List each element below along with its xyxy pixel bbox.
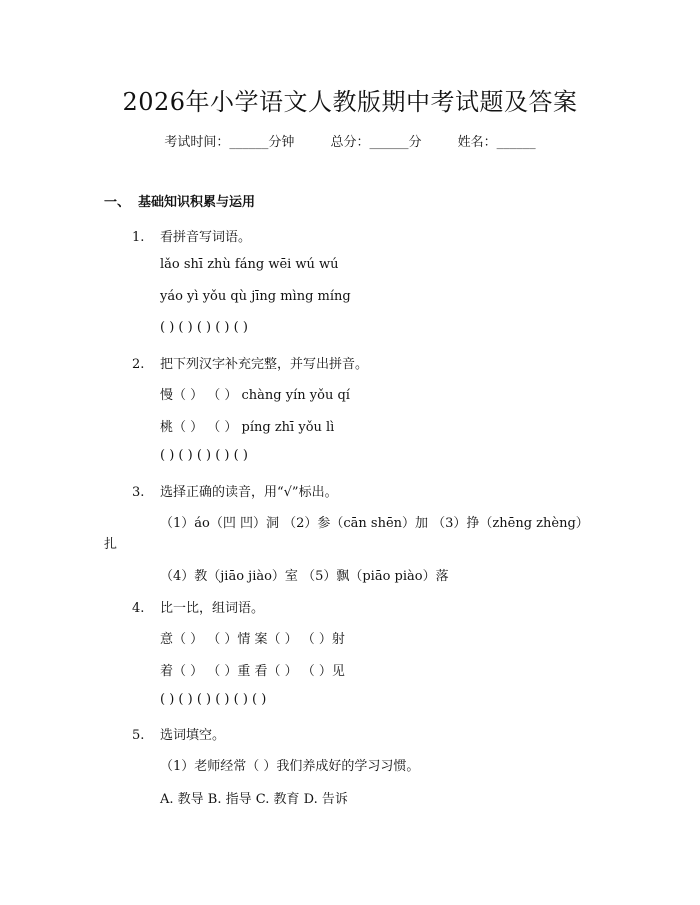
question-line: （1）老师经常（ ）我们养成好的学习习惯。 [160,759,420,774]
question-line: 慢（ ） （ ） chàng yín yǒu qí [160,388,350,403]
exam-time: 考试时间：______分钟 [164,135,295,150]
answer-blanks: ( ) ( ) ( ) ( ) ( ) [160,320,248,335]
exam-info [0,131,700,150]
question-number: 1. [132,230,145,245]
question-line: （4）教（jiāo jiào）室 （5）飘（piāo piào）落 [160,569,449,584]
answer-options: A. 教导 B. 指导 C. 教育 D. 告诉 [160,792,348,807]
question-number: 4. [132,601,145,616]
question-number: 2. [132,357,145,372]
question-line: 桃（ ） （ ） píng zhī yǒu lì [160,420,335,435]
answer-blanks: ( ) ( ) ( ) ( ) ( ) ( ) [160,692,267,707]
question-line: 着（ ） （ ）重 看（ ） （ ）见 [160,664,345,679]
question-number: 5. [132,728,145,743]
question-number: 3. [132,485,145,500]
question-prompt: 选择正确的读音，用“√”标出。 [160,485,338,500]
question-1 [132,226,251,245]
question-2 [132,353,368,372]
question-line-wrap: 扎 [104,537,118,552]
pinyin-line: yáo yì yǒu qù jīng mìng míng [160,289,351,304]
question-line: （1）áo（凹 凹）洞 （2）参（cān shēn）加 （3）挣（zhēng zhèng） [160,516,589,531]
exam-name: 姓名：______ [457,135,536,150]
section-heading [104,191,255,210]
question-3 [132,481,338,500]
question-prompt: 选词填空。 [160,728,226,743]
section-title: 基础知识积累与运用 [138,195,256,210]
question-prompt: 看拼音写词语。 [160,230,252,245]
section-number: 一、 [104,195,131,210]
pinyin-line: lǎo shī zhù fáng wēi wú wú [160,257,339,272]
question-prompt: 把下列汉字补充完整，并写出拼音。 [160,357,369,372]
question-line: 意（ ） （ ）情 案（ ） （ ）射 [160,632,345,647]
question-4 [132,597,264,616]
page-title: 2026年小学语文人教版期中考试题及答案 [122,88,578,116]
exam-score: 总分：______分 [330,135,422,150]
answer-blanks: ( ) ( ) ( ) ( ) ( ) [160,448,248,463]
question-prompt: 比一比，组词语。 [160,601,265,616]
question-5 [132,724,225,743]
